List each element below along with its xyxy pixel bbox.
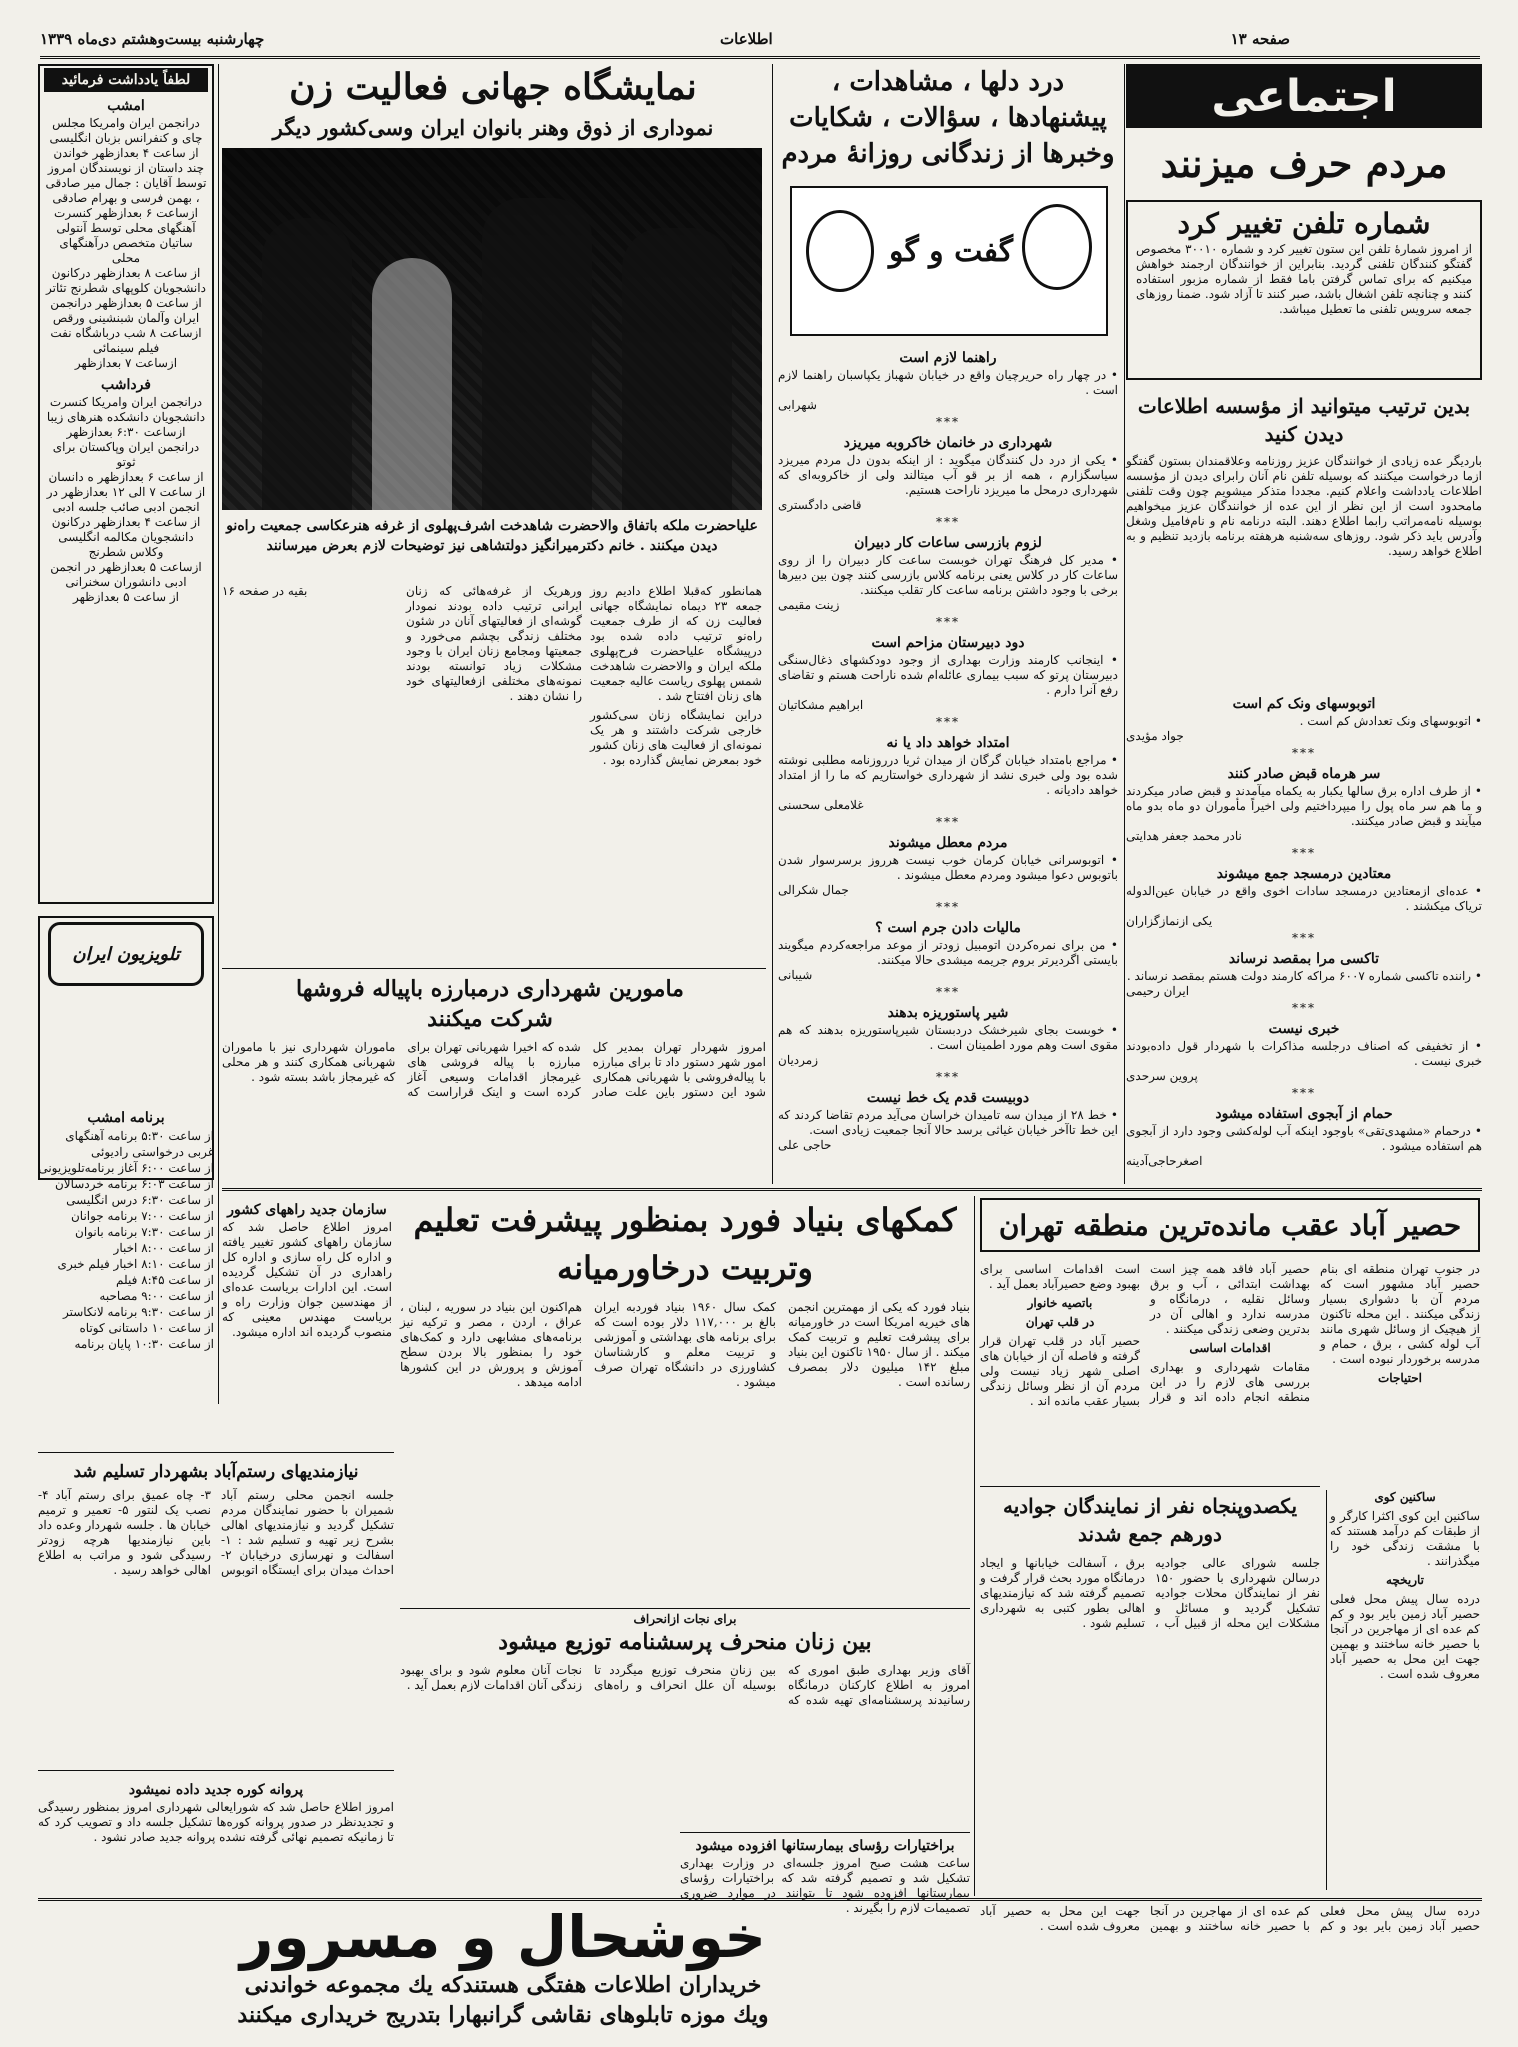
photo-figure: [372, 258, 452, 510]
exhibition-title: نمایشگاه جهانی فعالیت زن: [289, 66, 697, 108]
hasirabad-title-box: [980, 1198, 1480, 1252]
exhibition-continued: بقیه در صفحه ۱۶: [222, 584, 308, 598]
deviant-kicker: برای نجات ازانحراف: [633, 1612, 737, 1626]
hospital-heads: [680, 1836, 970, 1915]
date-line: چهارشنبه بیست‌وهشتم دی‌ماه ۱۳۳۹: [40, 30, 265, 48]
masthead-rule: [40, 56, 1480, 59]
exhibition-subtitle: نموداری از ذوق وهنر بانوان ایران وسی‌کشور دیگر: [272, 115, 714, 140]
contact-info-body: باردیگر عده زیادی از خوانندگان عزیز روزنامه وعلاقمندان بستون گفتگو ازما درخواست میکنند که بوسیله تلفن نام آنان رابرای دیدن از مؤسسه اطلاعات یادداشت واعلام کنیم. مجددا متذکر میشویم چون وقت تلفنی مامحدود است از این نظر از این عده از خوانندگان عزیز میخواهیم بوسیله نامه‌مراتب رابما اطلاع دهند. البته درنامه نام و نام‌فامیل وشغل وآدرس باید ذکر شود. روزهای سه‌شنبه هرهفته برنامه بازدید تنظیم و به اطلاع خواهد رسید.: [1126, 454, 1482, 558]
section-rule: [38, 1770, 394, 1771]
municipal-body: امروز شهردار تهران بمدیر کل امور شهر دستور داد تا برای مبارزه با پیاله‌فروشی با شهربانی همکاری شود این دستور باین علت صادر شده که اخیرا شهربانی تهران برای مبارزه با پیاله فروشی های غیرمجاز اقدامات وسیعی آغاز کرده است و اینک قراراست که ماموران شهرداری نیز با ماموران شهربانی همکاری کنند و هر محلی که غیرمجاز باشد بسته شود .: [222, 1040, 766, 1099]
star-divider: ***: [936, 415, 960, 429]
item-sign: شیبانی: [778, 968, 813, 982]
ad-side-text: درده سال پیش محل فعلی حصیر آباد زمین بایر بود و کم کم عده ای از مهاجرین در آنجا با حصیر خانه ساختند و بهمین جهت این محل به حصیر آباد معروف شده است .: [980, 1904, 1480, 1933]
list-item: [1126, 1106, 1482, 1169]
item-title: شهرداری در خانمان خاکروبه میریزد: [843, 435, 1053, 451]
list-item: [778, 735, 1118, 813]
jovadieh-title: یکصدوپنجاه نفر از نمایندگان جوادیه دورهم جمع شدند: [1002, 1494, 1298, 1546]
list-item: از ساعت ۶:۰۳ برنامه خردسالان: [54, 1177, 214, 1191]
item-body: • اینجانب کارمند وزارت بهداری از وجود دودکشهای ذغال‌سنگی دبیرستان پرتو که سبب بیماری عائله‌ام شده ناراحت هستم و تقاضای رفع آنرا دارم .: [778, 653, 1118, 698]
tv-icon-label: تلویزیون ایران: [72, 943, 180, 965]
item-title: راهنما لازم است: [899, 350, 997, 366]
column-rule: [218, 64, 219, 1404]
item-sign: جمال شکرالی: [778, 883, 849, 897]
hasirabad-subhead: در قلب تهران: [1025, 1315, 1095, 1329]
list-item: از ساعت ۷ الی ۱۲ بعدازظهر در انجمن ادبی صائب جلسه ادبی: [46, 485, 206, 514]
deviant-body: آقای وزیر بهداری طبق اموری که امروز به اطلاع کارکنان درمانگاه رسانیدند پرسشنامه‌ای تهیه شده که بین زنان منحرف توزیع میگردد تا بوسیله آن علل انحراف و راه‌های نجات آنان معلوم شود و برای بهبود زندگی آنان اقدامات لازم بعمل آید .: [400, 1663, 970, 1707]
ford-title: کمکهای بنیاد فورد بمنظور پیشرفت تعلیم وتربیت درخاورمیانه: [413, 1201, 957, 1287]
section-rule: [980, 1486, 1320, 1487]
item-sign: زینت مقیمی: [778, 598, 840, 612]
cartoon-face-right-icon: [1022, 204, 1092, 290]
section-rule: [38, 1452, 394, 1453]
item-sign: شهرابی: [778, 398, 817, 412]
page-number: صفحه ۱۳: [1230, 30, 1290, 48]
item-title: دوبیست قدم یک خط نیست: [866, 1090, 1030, 1106]
item-body: • یکی از درد دل کنندگان میگوید : از اینکه بدون دل مردم میریزد سیاسگزارم ، همه از بر قو آب میتالند ولی از خاکروبه‌ای که شهرداری درمحل ما میریزد ناراحت هستیم.: [778, 453, 1118, 498]
ad-headline: خوشحال و مسرور: [240, 1903, 766, 1971]
item-body: • درحمام «مشهدی‌تقی» باوجود اینکه آب لوله‌کشی وجود دارد از آبجوی هم استفاده میشود .: [1126, 1124, 1482, 1154]
section-rule: [400, 1608, 970, 1609]
list-item: از ساعت ۸:۱۰ اخبار فیلم خبری: [57, 1257, 214, 1271]
item-body: • خط ۲۸ از میدان سه تامیدان خراسان می‌آید مردم تقاضا کردند که این خط تاآخر خیابان غیاثی برسد حالا آنجا جمعیت زیادی است.: [778, 1108, 1118, 1138]
list-item: از ساعت ۷:۳۰ برنامه بانوان: [75, 1225, 214, 1239]
exhibition-paragraph: دراین نمایشگاه زنان سی‌کشور خارجی شرکت داشتند و هر یک نمونه‌ای از فعالیت های زنان کشور خود بمعرض نمایش گذارده بود .: [590, 708, 762, 767]
phone-change-title: شماره تلفن تغییر کرد: [1177, 207, 1431, 240]
hasirabad-paragraph: مقامات شهرداری و بهداری بررسی های لازم را در این منطقه انجام داده اند و قرار است اقدامات اساسی برای بهبود وضع حصیرآباد بعمل آید .: [980, 1262, 1310, 1404]
item-body: • خوبست بجای شیرخشک دردبستان شیرپاستوریزه بدهند که هم مقوی است وهم مورد اطمینان است .: [778, 1023, 1118, 1053]
section-rule: [222, 968, 766, 969]
middle-col-items: [778, 344, 1118, 1184]
gofogoo-logo-text: گفت و گو: [888, 234, 1014, 269]
list-item: درانجمن ایران وامریکا مجلس چای و کنفرانس بزبان انگلیسی: [49, 116, 203, 145]
item-sign: جواد مؤیدی: [1126, 729, 1184, 743]
item-sign: ایران رحیمی: [1126, 984, 1190, 998]
list-item: ازساعت ۸ شب درباشگاه نفت فیلم سینمائی: [50, 326, 202, 355]
list-item: از ساعت ۹:۰۰ مصاحبه: [99, 1289, 214, 1303]
roads-body: امروز اطلاع حاصل شد که سازمان راههای کشور تغییر یافته و اداره کل راه سازی و اداره کل راهداری در آن تشکیل گردیده است. این ادارات بریاست عده‌ای از مهندسین جوان وزارت راه و بریاست مهندس معینی که منصوب گردیده اند اداره میشود.: [222, 1220, 392, 1339]
item-sign: نادر محمد جعفر هدایتی: [1126, 829, 1242, 843]
municipal-title: مامورین شهرداری درمبارزه باپیاله فروشها شرکت میکنند: [296, 976, 684, 1032]
column-rule: [1124, 64, 1125, 1184]
phone-change-body: از امروز شمارهٔ تلفن این ستون تغییر کرد و شماره ۳۰۰۱۰ مخصوص گفتگو کنندگان تلفنی گردید. بنابراین از خوانندگان ارجمند خواهش میکنیم که برای تماس گرفتن باما فقط از شماره مزبور استفاده کنند و چنانچه تلفن اشغال باشد، صبر کنند تا آزاد شود. ضمنا روزهای جمعه سرویس تلفنی ما تعطیل میباشد.: [1136, 242, 1473, 316]
item-sign: اصغرحاجی‌آدینه: [1126, 1154, 1203, 1168]
item-sign: حاجی علی: [778, 1138, 832, 1152]
item-title: معتادین درمسجد جمع میشوند: [1216, 866, 1392, 882]
exhibition-body-col-2: [406, 584, 582, 964]
item-title: تاکسی مرا بمقصد نرساند: [1228, 951, 1380, 967]
list-item: [1126, 766, 1482, 844]
list-item: [1126, 866, 1482, 929]
people-talk-heading: مردم حرف میزنند: [1160, 141, 1448, 186]
tomorrow-label: فرداشب: [100, 377, 152, 393]
list-item: از ساعت ۷:۰۰ برنامه جوانان: [70, 1209, 214, 1223]
list-item: از ساعت ۶ بعدازظهر ه دانسان: [48, 470, 204, 484]
list-item: [778, 1005, 1118, 1068]
list-item: ازساعت ۶ بعدازظهر کنسرت آهنگهای محلی توسط آنتولی ساتیان متخصص درآهنگهای محلی: [54, 206, 198, 265]
tv-program-title: برنامه امشب: [87, 1110, 165, 1126]
ford-body: [400, 1300, 970, 1600]
list-item: [778, 350, 1118, 413]
section-logo: [1126, 64, 1482, 128]
column-rule: [974, 1196, 975, 1896]
list-item: [1126, 696, 1482, 744]
list-item: [778, 535, 1118, 613]
item-title: اتوبوسهای ونک کم است: [1232, 696, 1376, 712]
list-item: ازساعت ۷ بعدازظهر: [74, 356, 178, 370]
roads-title: سازمان جدید راههای کشور: [227, 1202, 387, 1218]
star-divider: ***: [1292, 1001, 1316, 1015]
item-title: خبری نیست: [1268, 1021, 1340, 1037]
rostamabad: [38, 1460, 394, 1760]
item-title: امتداد خواهد داد یا نه: [886, 735, 1010, 751]
list-item: [1126, 1021, 1482, 1084]
exhibition-body-col-3: [222, 584, 398, 964]
hasirabad-body-right: [1330, 1490, 1480, 1890]
masthead: [40, 28, 1480, 54]
hasirabad-paragraph: حصیر آباد در قلب تهران قرار گرفته و فاصله آن از خیابان های اصلی شهر زیاد نیست ولی مردم آن از نظر وسائل زندگی بسیار عقب مانده اند .: [980, 1334, 1140, 1408]
item-sign: زمردیان: [778, 1053, 818, 1067]
roads-org: [222, 1196, 392, 1446]
gofogoo-intro: درد دلها ، مشاهدات ، پیشنهادها ، سؤالات ، شکایات وخبرها از زندگانی روزانهٔ مردم: [781, 67, 1115, 169]
item-title: دود دبیرستان مزاحم است: [871, 635, 1025, 651]
kiosk-body: امروز اطلاع حاصل شد که شورایعالی شهرداری امروز بمنظور رسیدگی و تجدیدنظر در صدور پروانه کوره‌ها تشکیل جلسه داد و تصویب کرد که تا زمانیکه تصمیم نهائی گرفته نشده پروانه جدید صادر نشود .: [38, 1800, 394, 1844]
item-body: • راننده تاکسی شماره ۶۰۰۷ مراکه کارمند دولت هستم بمقصد نرساند .: [1126, 969, 1482, 984]
photo-figure: [622, 228, 732, 510]
tv-logo: [48, 922, 204, 986]
ford-paragraph: هم‌اکنون این بنیاد در سوریه ، لبنان ، عراق ، اردن ، مصر و ترکیه نیز برنامه‌های مشابهی دارد و کمک‌های خود را بمنظور بالا بردن سطح آموزش و پرورش در این کشورها ادامه میدهد .: [400, 1300, 582, 1389]
photo-figure: [262, 218, 352, 510]
jovadieh-body: جلسه شورای عالی جوادیه درسالن شهرداری با حضور ۱۵۰ نفر از نمایندگان محلات جوادیه تشکیل گردید و مسائل و مشکلات این محله از قبیل آب ، برق ، آسفالت خیابانها و ایجاد درمانگاه مورد بحث قرار گرفت و تصمیم گرفته شد که نیازمندیهای اهالی بطور کتبی به شهرداری تسلیم شود .: [980, 1556, 1320, 1630]
hasirabad-paragraph: حصیر آباد فاقد همه چیز است بهداشت ابتدائی ، آب و برق وسائل نقلیه ، درمانگاه و مدرسه ندارد و اهالی آن در بدترین وضعی زندگی میکنند .: [1150, 1262, 1310, 1336]
list-item: از ساعت ۱۰ داستانی کوتاه: [79, 1321, 214, 1335]
paper-name: اطلاعات: [720, 30, 773, 48]
item-body: • من برای نمره‌کردن اتومبیل زودتر از موعد مراجعه‌کردم میگویند بایستی اگردیرتر بروم جریمه میشدی حالا میکنند.: [778, 938, 1118, 968]
list-item: از ساعت ۶:۳۰ درس انگلیسی: [66, 1193, 214, 1207]
exhibition-paragraph: همانطور که‌قبلا اطلاع دادیم روز جمعه ۲۳ دیماه نمایشگاه جهانی فعالیت زن که از طرف جمعیت راه‌نو ترتیب داده شده بود درپیشگاه علیاحضرت فرح‌پهلوی ملکه ایران و والاحضرت شاهدخت شمس پهلوی ریاست عالیه جمعیت های زنان افتتاح شد .: [590, 584, 762, 703]
tv-program: [38, 1104, 214, 1404]
hasirabad-body: [980, 1262, 1480, 1482]
star-divider: ***: [936, 615, 960, 629]
star-divider: ***: [1292, 1086, 1316, 1100]
star-divider: ***: [1292, 746, 1316, 760]
exhibition-photo: [222, 148, 762, 510]
exhibition-paragraph: ورهریک از غرفه‌هائی که زنان ایرانی ترتیب داده بودند نمودار گوشه‌ای از فعالیتهای آنان در شئون مختلف زندگی بچشم می‌خورد و جمعیتها ومجامع زنان ایران با وجود مشکلات زیاد توانسته بودند نمونه‌های مختلفی ازفعالیتهای خود را نشان دهند .: [406, 584, 582, 703]
section-rule: [680, 1832, 970, 1833]
list-item: [778, 1090, 1118, 1153]
star-divider: ***: [936, 1070, 960, 1084]
photo-figure: [482, 198, 592, 510]
exhibition-body-col-1: [590, 584, 762, 964]
hasirabad-paragraph: ساکنین این کوی اکثرا کارگر و از طبقات کم درآمد هستند که با مشقت زندگی خود را میگذرانند .: [1330, 1509, 1480, 1568]
list-item: [778, 635, 1118, 713]
list-item: درانجمن ایران وامریکا کنسرت دانشجویان دانشکده هنرهای زیبا: [46, 395, 206, 424]
hasirabad-paragraph: در جنوب تهران منطقه ای بنام حصیر آباد مشهور است که مردم آن با دشواری بسیار زندگی میکنند . این محله تاکنون از هیچیک از وسائل شهری مانند آب لوله کشی ، برق ، حمام و مدرسه برخوردار نبوده است .: [1320, 1262, 1480, 1366]
item-title: شیر پاستوریزه بدهند: [887, 1005, 1009, 1021]
list-item: از ساعت ۴ بعدازظهر درکانون دانشجویان مکالمه انگلیسی وکلاس شطرنج: [51, 515, 201, 559]
list-item: از ساعت ۴ بعدازظهر خواندن چند داستان از نویسندگان امروز توسط آقایان : جمال میر صادقی ، بهمن فرسی و بهرام صادقی: [45, 146, 207, 205]
item-title: لزوم بازرسی ساعات کار دبیران: [854, 535, 1042, 551]
list-item: ازساعت ۶:۳۰ بعدازظهر درانجمن ایران وپاکستان برای ثوتو: [52, 425, 200, 469]
item-body: • در چهار راه حریرچیان واقع در خیابان شهباز یکپاسبان راهنما لازم است .: [778, 368, 1118, 398]
list-item: از ساعت ۹:۳۰ برنامه لانکاستر: [62, 1305, 214, 1319]
item-sign: پروین سرحدی: [1126, 1069, 1198, 1083]
item-body: • اتوبوسرانی خیابان کرمان خوب نیست هرروز برسرسوار شدن باتوبوس دعوا میشود ومردم معطل میشوند .: [778, 853, 1118, 883]
hasirabad-subhead: اقدامات اساسی: [1189, 1341, 1271, 1355]
star-divider: ***: [936, 900, 960, 914]
column-rule: [1326, 1490, 1327, 1890]
item-body: • از طرف اداره برق سالها یکبار به یکماه میآمدند و قبض صادر میکردند و ما هم سر ماه پول را میپرداختیم ولی اخیراً مأموران دو ماه بدو ماه میآیند و قبض صادر میکنند.: [1126, 784, 1482, 829]
list-item: از ساعت ۵ بعدازظهر درانجمن ایران وآلمان شبنشینی ورقص: [50, 296, 202, 325]
list-item: ازساعت ۵ بعدازظهر در انجمن ادبی دانشوران سخنرانی: [50, 560, 202, 589]
kiosk-permit: [38, 1776, 394, 1892]
contact-info-title: بدین ترتیب میتوانید از مؤسسه اطلاعات دیدن کنید: [1137, 394, 1471, 446]
tomorrow-items: [44, 395, 208, 605]
rostamabad-title: نیازمندیهای رستم‌آباد بشهردار تسلیم شد: [73, 1462, 359, 1482]
rostamabad-body: جلسه انجمن محلی رستم آباد شمیران با حضور نمایندگان مردم تشکیل گردید و نیازمندیهای اهالی بشرح زیر تهیه و تسلیم شد : ۱- اسفالت و نهرسازی درخیابان ۲- احداث میدان برای ایستگاه اتوبوس ۳- چاه عمیق برای رستم آباد ۴- نصب یک لنتور ۵- تعمیر و ترمیم خیابان ها . جلسه شهردار وعده داد باین نیازمندیها هرچه زودتر رسیدگی شود و مراتب به اطلاع اهالی خواهد رسید .: [38, 1488, 394, 1577]
hasirabad-subhead: تاریخچه: [1385, 1573, 1425, 1587]
list-item: از ساعت ۸ بعدازظهر درکانون دانشجویان کلوپهای شطرنج تئاتر: [46, 266, 206, 295]
list-item: از ساعت ۸:۰۰ اخبار: [113, 1241, 214, 1255]
star-divider: ***: [936, 515, 960, 529]
list-item: [1126, 951, 1482, 999]
gofogoo-logo: [790, 186, 1108, 336]
item-body: • مراجع بامتداد خیابان گرگان از میدان ثریا درروزنامه مطلبی نوشته شده بود ولی خبری نشد از شهرداری خواستاریم که ما را از امتداد خواهد دادیانه .: [778, 753, 1118, 798]
ford-paragraph: کمک سال ۱۹۶۰ بنیاد فوردبه ایران بالغ بر ۱۱۷,۰۰۰ دلار بوده است که برای برنامه های بهداشتی و آموزشی و تربیت معلم و کارشناسان کشاورزی در دانشگاه تهران صرف میشود .: [594, 1300, 776, 1389]
section-rule: [38, 1898, 1482, 1901]
item-body: • مدیر کل فرهنگ تهران خوبست ساعت کار دبیران را از روی ساعات کار در کلاس یعنی برنامه کلاس بازرسی کنند چون بین دبیرها برخی با وجود داشتن برنامه ساعت کار تقلب میکنند.: [778, 553, 1118, 598]
star-divider: ***: [936, 815, 960, 829]
hasirabad-title: حصیر آباد عقب مانده‌ترین منطقه تهران: [998, 1208, 1462, 1242]
hasirabad-subhead: احتیاجات: [1377, 1371, 1423, 1385]
list-item: از ساعت ۵ بعدازظهر: [73, 590, 179, 604]
item-title: مالیات دادن جرم است ؟: [875, 920, 1021, 936]
tonight-box: [38, 64, 214, 904]
ford-paragraph: بنیاد فورد که یکی از مهمترین انجمن های خیریه امریکا است در خاورمیانه برای پیشرفت تعلیم و تربیت کمک میکند . از سال ۱۹۵۰ تاکنون این بنیاد مبلغ ۱۴۲ میلیون دلار بمصرف رسانده است .: [788, 1300, 970, 1389]
ad-line-2: ویك موزه تابلوهای نقاشی گرانبهارا بتدریج خریداری میکنند: [237, 2002, 769, 2028]
hasirabad-subhead: ساکنین کوی: [1374, 1490, 1436, 1504]
list-item: [778, 920, 1118, 983]
cartoon-face-left-icon: [806, 210, 874, 292]
list-item: از ساعت ۶:۰۰ آغاز برنامه‌تلویزیونی: [38, 1161, 214, 1175]
item-title: حمام از آبجوی استفاده میشود: [1215, 1106, 1393, 1122]
list-item: از ساعت ۵:۳۰ برنامه آهنگهای غربی درخواستی رادیوئی: [65, 1129, 214, 1159]
hasirabad-subhead: باتصیه خانوار: [1027, 1296, 1093, 1310]
ad-line-1: خریداران اطلاعات هفتگی هستندکه یك مجموعه خواندنی: [244, 1972, 762, 1998]
item-title: سر هرماه قبض صادر کنند: [1227, 766, 1381, 782]
star-divider: ***: [1292, 846, 1316, 860]
deviant-women: [400, 1612, 970, 1832]
tonight-items: [44, 116, 208, 371]
section-label: اجتماعی: [1211, 70, 1397, 122]
deviant-title: بین زنان منحرف پرسشنامه توزیع میشود: [498, 1629, 872, 1655]
star-divider: ***: [936, 985, 960, 999]
item-sign: قاضی دادگستری: [778, 498, 862, 512]
exhibition-caption: علیاحضرت ملکه باتفاق والاحضرت شاهدخت اشرف‌پهلوی از غرفه هنرعکاسی جمعیت راه‌نو دیدن میکنند . خانم دکترمیرانگیز دولتشاهی نیز توضیحات لازم بعرض میرسانند: [226, 518, 758, 554]
tonight-label: امشب: [107, 98, 145, 114]
hospital-title: براختیارات رؤسای بیمارستانها افزوده میشود: [695, 1838, 955, 1854]
item-sign: ابراهیم مشکاتیان: [778, 698, 864, 712]
star-divider: ***: [1292, 931, 1316, 945]
list-item: از ساعت ۱۰:۳۰ پایان برنامه: [74, 1337, 214, 1351]
list-item: [778, 435, 1118, 513]
phone-change-box: [1126, 200, 1482, 380]
tonight-header: لطفاً یادداشت فرمائید: [44, 68, 208, 92]
section-rule: [222, 1188, 1482, 1191]
hasirabad-paragraph: درده سال پیش محل فعلی حصیر آباد زمین بایر بود و کم کم عده ای از مهاجرین در آنجا با حصیر خانه ساختند و بهمین جهت این محل به حصیر آباد معروف شده است .: [1330, 1592, 1480, 1681]
ad-box: [38, 1904, 968, 2040]
list-item: از ساعت ۸:۴۵ فیلم: [116, 1273, 214, 1287]
list-item: [778, 835, 1118, 898]
item-sign: غلامعلی سحسنی: [778, 798, 864, 812]
contact-info: [1126, 392, 1482, 682]
kiosk-title: پروانه کوره جدید داده نمیشود: [128, 1782, 304, 1798]
item-title: مردم معطل میشوند: [888, 835, 1008, 851]
star-divider: ***: [936, 715, 960, 729]
item-body: • از تخفیفی که اصناف درجلسه مذاکرات با شهردار قول داده‌بودند خبری نیست .: [1126, 1039, 1482, 1069]
item-body: • عده‌ای ازمعتادین درمسجد سادات اخوی واقع در خیابان عین‌الدوله تریاک میکشند .: [1126, 884, 1482, 914]
column-rule: [772, 64, 773, 1184]
item-sign: یکی ازنمازگزاران: [1126, 914, 1213, 928]
item-body: • اتوبوسهای ونک تعدادش کم است .: [1126, 714, 1482, 729]
hospital-body: ساعت هشت صبح امروز جلسه‌ای در وزارت بهداری تشکیل شد و تصمیم گرفته شد که براختیارات رؤسای بیمارستانها افزوده شود تا بتوانند در موارد ضروری تصمیمات لازم را بگیرند .: [680, 1856, 970, 1915]
